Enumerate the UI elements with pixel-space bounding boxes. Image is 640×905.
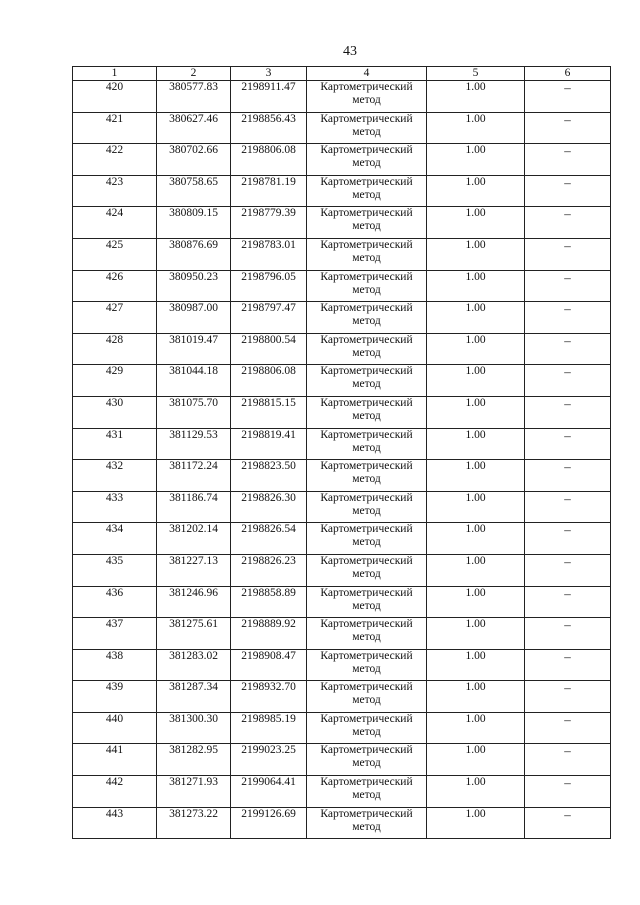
point-number: 436 <box>73 586 157 618</box>
coordinate-y: 2199023.25 <box>231 744 307 776</box>
coordinate-y: 2198815.15 <box>231 396 307 428</box>
method-line-2: метод <box>352 694 381 707</box>
table-header-row <box>73 67 611 81</box>
table-body <box>73 81 611 839</box>
table-row <box>73 681 611 713</box>
point-number: 434 <box>73 523 157 555</box>
method-line-1: Картометрический <box>320 112 413 125</box>
table-row <box>73 207 611 239</box>
point-number: 420 <box>73 81 157 113</box>
method-cell <box>307 270 427 302</box>
table-row <box>73 238 611 270</box>
note-dash: – <box>525 523 611 555</box>
coordinate-y: 2198819.41 <box>231 428 307 460</box>
method-line-1: Картометрический <box>320 491 413 504</box>
method-line-1: Картометрический <box>320 681 413 694</box>
table-row <box>73 776 611 808</box>
note-dash: – <box>525 712 611 744</box>
table-row <box>73 649 611 681</box>
note-dash: – <box>525 460 611 492</box>
coordinate-y: 2198806.08 <box>231 144 307 176</box>
table-row <box>73 175 611 207</box>
note-dash: – <box>525 207 611 239</box>
table-row <box>73 744 611 776</box>
method-line-2: метод <box>352 757 381 770</box>
table-row <box>73 333 611 365</box>
method-line-2: метод <box>352 251 381 264</box>
method-line-2: метод <box>352 536 381 549</box>
coordinate-x: 381246.96 <box>157 586 231 618</box>
point-number: 441 <box>73 744 157 776</box>
point-number: 426 <box>73 270 157 302</box>
note-dash: – <box>525 81 611 113</box>
note-dash: – <box>525 396 611 428</box>
coordinate-x: 381202.14 <box>157 523 231 555</box>
note-dash: – <box>525 365 611 397</box>
accuracy-value: 1.00 <box>427 207 525 239</box>
point-number: 437 <box>73 618 157 650</box>
coordinate-y: 2198806.08 <box>231 365 307 397</box>
point-number: 432 <box>73 460 157 492</box>
method-line-1: Картометрический <box>320 144 413 157</box>
accuracy-value: 1.00 <box>427 81 525 113</box>
method-cell <box>307 112 427 144</box>
coordinate-x: 381227.13 <box>157 554 231 586</box>
coordinate-x: 381172.24 <box>157 460 231 492</box>
coordinate-x: 380809.15 <box>157 207 231 239</box>
point-number: 421 <box>73 112 157 144</box>
method-line-1: Картометрический <box>320 302 413 315</box>
method-line-1: Картометрический <box>320 175 413 188</box>
method-line-2: метод <box>352 504 381 517</box>
coordinate-x: 381287.34 <box>157 681 231 713</box>
note-dash: – <box>525 491 611 523</box>
table-row <box>73 618 611 650</box>
method-line-2: метод <box>352 820 381 833</box>
accuracy-value: 1.00 <box>427 681 525 713</box>
point-number: 427 <box>73 302 157 334</box>
method-line-1: Картометрический <box>320 744 413 757</box>
accuracy-value: 1.00 <box>427 491 525 523</box>
method-cell <box>307 207 427 239</box>
accuracy-value: 1.00 <box>427 238 525 270</box>
method-cell <box>307 238 427 270</box>
method-line-2: метод <box>352 378 381 391</box>
method-line-1: Картометрический <box>320 396 413 409</box>
table-row <box>73 81 611 113</box>
point-number: 442 <box>73 776 157 808</box>
method-cell <box>307 333 427 365</box>
method-line-1: Картометрический <box>320 712 413 725</box>
column-header-4: 4 <box>307 67 427 81</box>
method-line-2: метод <box>352 220 381 233</box>
method-line-2: метод <box>352 188 381 201</box>
point-number: 425 <box>73 238 157 270</box>
coordinate-y: 2198856.43 <box>231 112 307 144</box>
method-cell <box>307 776 427 808</box>
method-line-1: Картометрический <box>320 460 413 473</box>
coordinate-x: 381186.74 <box>157 491 231 523</box>
point-number: 428 <box>73 333 157 365</box>
method-line-1: Картометрический <box>320 523 413 536</box>
accuracy-value: 1.00 <box>427 302 525 334</box>
point-number: 431 <box>73 428 157 460</box>
coordinate-y: 2198826.30 <box>231 491 307 523</box>
method-line-1: Картометрический <box>320 333 413 346</box>
coordinate-y: 2199126.69 <box>231 807 307 839</box>
coordinate-x: 381282.95 <box>157 744 231 776</box>
coordinate-x: 380876.69 <box>157 238 231 270</box>
point-number: 422 <box>73 144 157 176</box>
accuracy-value: 1.00 <box>427 175 525 207</box>
accuracy-value: 1.00 <box>427 744 525 776</box>
method-cell <box>307 523 427 555</box>
method-cell <box>307 81 427 113</box>
method-cell <box>307 744 427 776</box>
note-dash: – <box>525 586 611 618</box>
method-line-1: Картометрический <box>320 270 413 283</box>
coordinate-x: 381019.47 <box>157 333 231 365</box>
method-line-2: метод <box>352 125 381 138</box>
accuracy-value: 1.00 <box>427 523 525 555</box>
method-cell <box>307 460 427 492</box>
method-line-2: метод <box>352 283 381 296</box>
method-line-1: Картометрический <box>320 238 413 251</box>
coordinates-table <box>72 66 611 839</box>
note-dash: – <box>525 744 611 776</box>
accuracy-value: 1.00 <box>427 776 525 808</box>
coordinate-y: 2198797.47 <box>231 302 307 334</box>
note-dash: – <box>525 270 611 302</box>
method-line-1: Картометрический <box>320 776 413 789</box>
point-number: 423 <box>73 175 157 207</box>
coordinate-x: 380950.23 <box>157 270 231 302</box>
method-line-2: метод <box>352 567 381 580</box>
accuracy-value: 1.00 <box>427 618 525 650</box>
method-line-2: метод <box>352 346 381 359</box>
table-row <box>73 302 611 334</box>
method-cell <box>307 396 427 428</box>
method-line-1: Картометрический <box>320 586 413 599</box>
method-line-2: метод <box>352 94 381 106</box>
note-dash: – <box>525 649 611 681</box>
method-line-2: метод <box>352 662 381 675</box>
point-number: 430 <box>73 396 157 428</box>
accuracy-value: 1.00 <box>427 554 525 586</box>
method-cell <box>307 428 427 460</box>
note-dash: – <box>525 302 611 334</box>
method-line-2: метод <box>352 441 381 454</box>
coordinate-x: 381271.93 <box>157 776 231 808</box>
method-line-1: Картометрический <box>320 649 413 662</box>
note-dash: – <box>525 807 611 839</box>
coordinate-y: 2198908.47 <box>231 649 307 681</box>
method-line-2: метод <box>352 473 381 486</box>
note-dash: – <box>525 428 611 460</box>
table-row <box>73 807 611 839</box>
coordinate-x: 381129.53 <box>157 428 231 460</box>
point-number: 429 <box>73 365 157 397</box>
accuracy-value: 1.00 <box>427 365 525 397</box>
accuracy-value: 1.00 <box>427 396 525 428</box>
method-line-1: Картометрический <box>320 365 413 378</box>
method-cell <box>307 618 427 650</box>
method-line-1: Картометрический <box>320 618 413 631</box>
coordinate-y: 2198826.54 <box>231 523 307 555</box>
coordinate-y: 2198796.05 <box>231 270 307 302</box>
table-row <box>73 112 611 144</box>
coordinate-x: 381075.70 <box>157 396 231 428</box>
page-number: 43 <box>343 44 357 59</box>
coordinate-x: 380627.46 <box>157 112 231 144</box>
note-dash: – <box>525 175 611 207</box>
accuracy-value: 1.00 <box>427 712 525 744</box>
method-cell <box>307 144 427 176</box>
table-row <box>73 428 611 460</box>
accuracy-value: 1.00 <box>427 649 525 681</box>
accuracy-value: 1.00 <box>427 333 525 365</box>
coordinate-x: 380758.65 <box>157 175 231 207</box>
point-number: 439 <box>73 681 157 713</box>
method-line-1: Картометрический <box>320 807 413 820</box>
table-row <box>73 712 611 744</box>
accuracy-value: 1.00 <box>427 807 525 839</box>
column-header-5: 5 <box>427 67 525 81</box>
accuracy-value: 1.00 <box>427 270 525 302</box>
note-dash: – <box>525 681 611 713</box>
method-cell <box>307 807 427 839</box>
method-cell <box>307 712 427 744</box>
method-cell <box>307 302 427 334</box>
method-line-2: метод <box>352 599 381 612</box>
note-dash: – <box>525 554 611 586</box>
coordinate-x: 381283.02 <box>157 649 231 681</box>
point-number: 424 <box>73 207 157 239</box>
note-dash: – <box>525 333 611 365</box>
point-number: 433 <box>73 491 157 523</box>
coordinate-x: 380577.83 <box>157 81 231 113</box>
column-header-6: 6 <box>525 67 611 81</box>
method-line-2: метод <box>352 789 381 802</box>
method-cell <box>307 491 427 523</box>
column-header-3: 3 <box>231 67 307 81</box>
coordinate-y: 2199064.41 <box>231 776 307 808</box>
method-line-1: Картометрический <box>320 554 413 567</box>
coordinate-x: 381044.18 <box>157 365 231 397</box>
table-row <box>73 586 611 618</box>
method-cell <box>307 175 427 207</box>
table-row <box>73 491 611 523</box>
coordinate-y: 2198779.39 <box>231 207 307 239</box>
table-row <box>73 523 611 555</box>
coordinate-y: 2198783.01 <box>231 238 307 270</box>
coordinate-x: 381300.30 <box>157 712 231 744</box>
point-number: 443 <box>73 807 157 839</box>
note-dash: – <box>525 776 611 808</box>
table-row <box>73 144 611 176</box>
coordinate-x: 381273.22 <box>157 807 231 839</box>
coordinate-y: 2198985.19 <box>231 712 307 744</box>
method-cell <box>307 586 427 618</box>
method-line-2: метод <box>352 315 381 328</box>
method-line-2: метод <box>352 725 381 738</box>
coordinate-y: 2198911.47 <box>231 81 307 113</box>
coordinate-y: 2198781.19 <box>231 175 307 207</box>
accuracy-value: 1.00 <box>427 428 525 460</box>
method-cell <box>307 365 427 397</box>
coordinate-x: 380987.00 <box>157 302 231 334</box>
method-line-1: Картометрический <box>320 428 413 441</box>
coordinate-y: 2198889.92 <box>231 618 307 650</box>
accuracy-value: 1.00 <box>427 144 525 176</box>
method-line-1: Картометрический <box>320 207 413 220</box>
note-dash: – <box>525 144 611 176</box>
method-line-2: метод <box>352 631 381 644</box>
table-row <box>73 554 611 586</box>
column-header-1: 1 <box>73 67 157 81</box>
table-row <box>73 270 611 302</box>
point-number: 440 <box>73 712 157 744</box>
coordinate-y: 2198826.23 <box>231 554 307 586</box>
method-cell <box>307 649 427 681</box>
table-row <box>73 460 611 492</box>
column-header-2: 2 <box>157 67 231 81</box>
coordinate-y: 2198858.89 <box>231 586 307 618</box>
note-dash: – <box>525 238 611 270</box>
coordinate-x: 380702.66 <box>157 144 231 176</box>
method-line-1: Картометрический <box>320 81 413 93</box>
table-row <box>73 396 611 428</box>
method-line-2: метод <box>352 409 381 422</box>
method-cell <box>307 554 427 586</box>
method-line-2: метод <box>352 157 381 170</box>
table-row <box>73 365 611 397</box>
note-dash: – <box>525 112 611 144</box>
method-cell <box>307 681 427 713</box>
coordinate-x: 381275.61 <box>157 618 231 650</box>
coordinate-y: 2198823.50 <box>231 460 307 492</box>
accuracy-value: 1.00 <box>427 112 525 144</box>
note-dash: – <box>525 618 611 650</box>
accuracy-value: 1.00 <box>427 460 525 492</box>
accuracy-value: 1.00 <box>427 586 525 618</box>
coordinate-y: 2198932.70 <box>231 681 307 713</box>
point-number: 438 <box>73 649 157 681</box>
coordinate-y: 2198800.54 <box>231 333 307 365</box>
point-number: 435 <box>73 554 157 586</box>
